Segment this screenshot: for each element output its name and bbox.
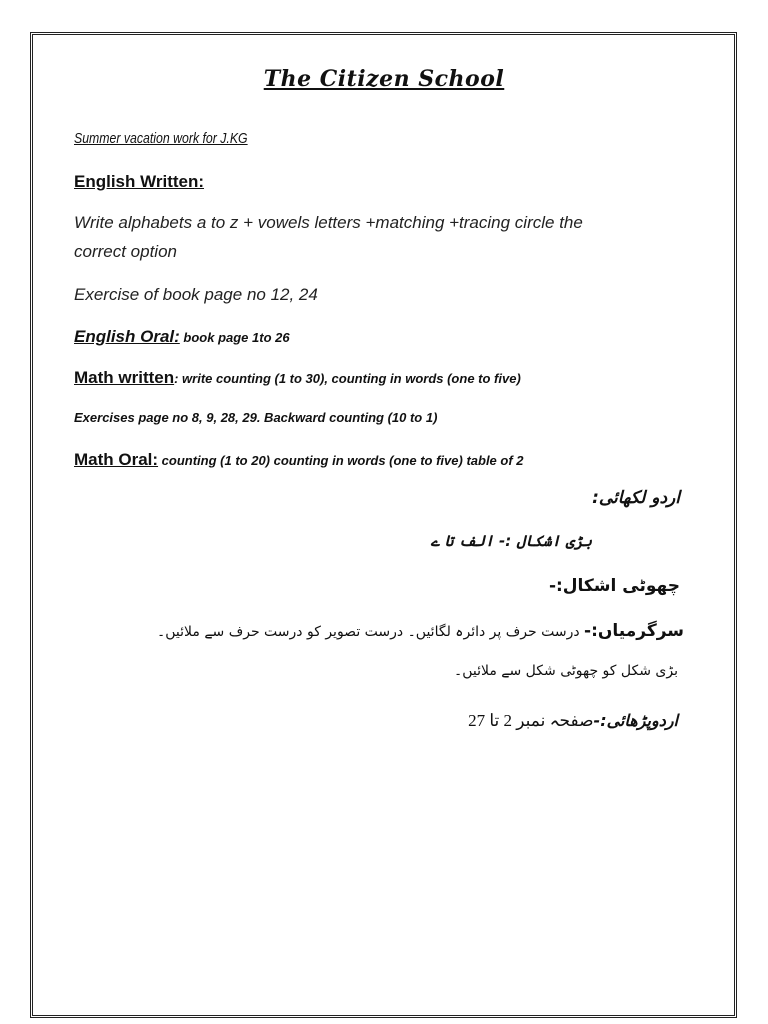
urdu-sargarmian-text: درست حرف پر دائرہ لگائیں۔ درست تصویر کو درست حرف سے ملائیں۔ — [157, 624, 585, 640]
urdu-matching-line: بڑی شکل کو چھوٹی شکل سے ملائیں۔ — [454, 663, 678, 679]
urdu-bari-ashkal: بڑی اشکال :- الف تا ے — [430, 532, 592, 550]
math-written-detail: : write counting (1 to 30), counting in words (one to five) — [174, 371, 521, 386]
english-written-line-1: Write alphabets a to z + vowels letters +matching +tracing circle the — [74, 213, 583, 232]
urdu-parhai-label: اردوپڑھائی:- — [593, 711, 678, 730]
english-oral-line — [74, 327, 290, 347]
math-oral-heading: Math Oral: — [74, 450, 159, 469]
math-written-heading: Math written — [74, 368, 175, 387]
english-written-exercise: Exercise of book page no 12, 24 — [74, 285, 318, 304]
urdu-sargarmian-line — [157, 621, 684, 641]
urdu-sargarmian-label: سرگرمیاں:- — [584, 621, 684, 641]
math-written-line — [74, 368, 521, 388]
math-oral-line — [74, 450, 524, 470]
page-title: The Citizen School — [263, 66, 505, 92]
english-oral-heading: English Oral: — [74, 327, 180, 346]
urdu-parhai-text: صفحہ نمبر 2 تا 27 — [468, 711, 594, 730]
english-written-line-2: correct option — [74, 242, 177, 261]
english-oral-detail: book page 1to 26 — [179, 330, 290, 345]
english-written-heading: English Written: — [74, 172, 205, 191]
urdu-choti-ashkal: چھوٹی اشکال:- — [548, 576, 680, 596]
math-oral-detail: counting (1 to 20) counting in words (one to five) table of 2 — [158, 453, 524, 468]
urdu-parhai-line — [468, 710, 678, 731]
subtitle: Summer vacation work for J.KG — [74, 130, 248, 147]
urdu-likhai: اردو لکھائی: — [592, 488, 680, 508]
math-written-exercises: Exercises page no 8, 9, 28, 29. Backward counting (10 to 1) — [74, 410, 438, 425]
